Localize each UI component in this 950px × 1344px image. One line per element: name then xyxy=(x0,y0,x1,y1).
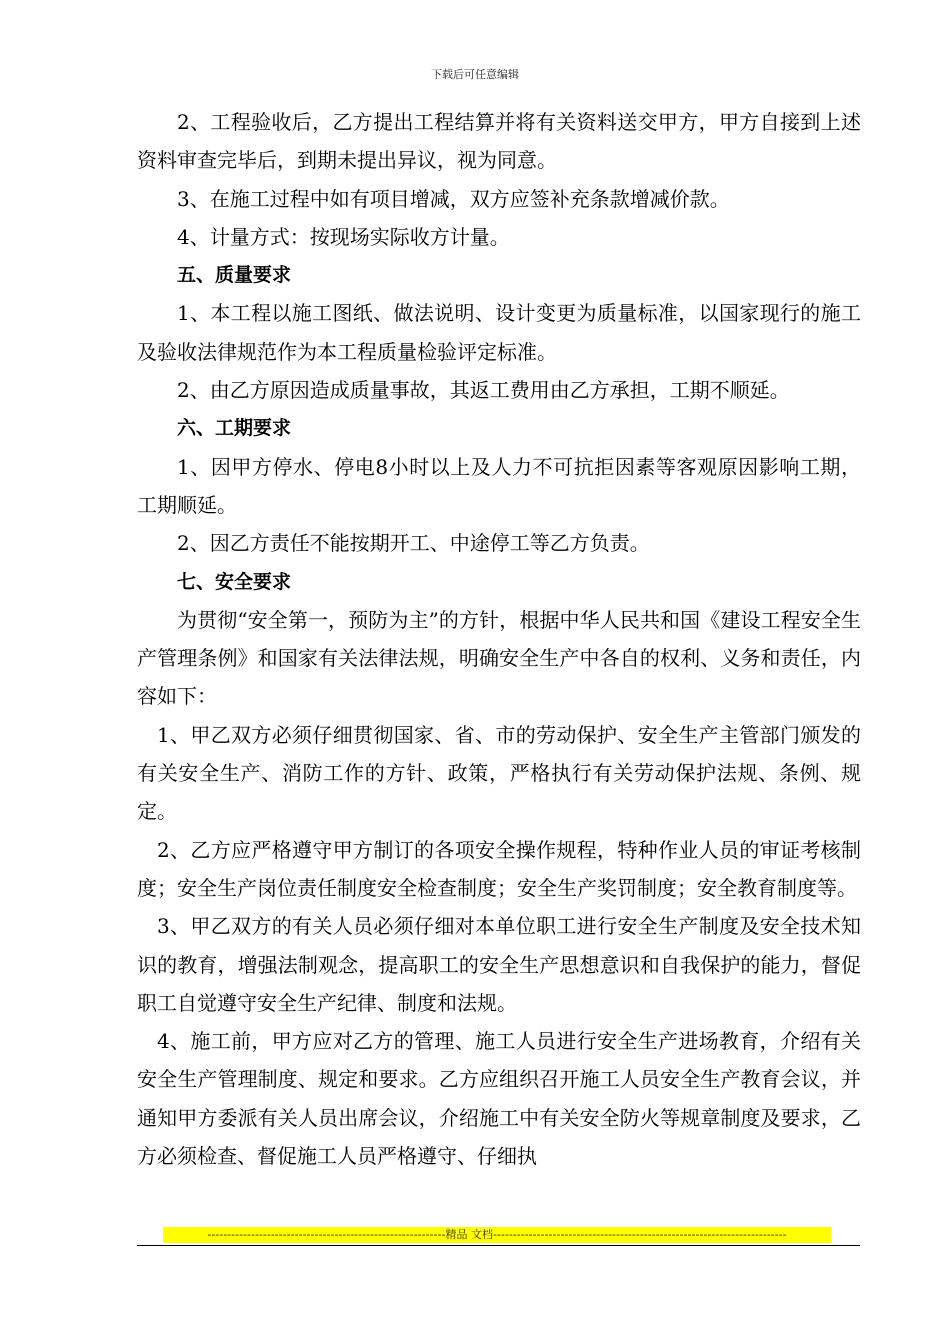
document-body xyxy=(137,103,861,1175)
section-heading: 七、安全要求 xyxy=(177,570,292,593)
paragraph: 2、因乙方责任不能按期开工、中途停工等乙方负责。 xyxy=(177,531,650,556)
header-note: 下载后可任意编辑 xyxy=(431,68,519,81)
paragraph: 4、计量方式：按现场实际收方计量。 xyxy=(177,224,510,249)
footer-banner: ------------------------------------------------------------精品 文档-------------------------------------------------------------------------- xyxy=(163,1227,831,1243)
paragraph: 1、甲乙双方必须仔细贯彻国家、省、市的劳动保护、安全生产主管部门颁发的有关安全生产、消防工作的方针、政策，严格执行有关劳动保护法规、条例、规定。 xyxy=(137,722,861,824)
paragraph: 4、施工前，甲方应对乙方的管理、施工人员进行安全生产进场教育，介绍有关安全生产管理制度、规定和要求。乙方应组织召开施工人员安全生产教育会议，并通知甲方委派有关人员出席会议，介绍施工中有关安全防火等规章制度及要求，乙方必须检查、督促施工人员严格遵守、仔细执 xyxy=(137,1029,861,1169)
section-heading: 五、质量要求 xyxy=(177,264,292,287)
paragraph: 3、甲乙双方的有关人员必须仔细对本单位职工进行安全生产制度及安全技术知识的教育，增强法制观念，提高职工的安全生产思想意识和自我保护的能力，督促职工自觉遵守安全生产纪律、制度和法规。 xyxy=(137,914,861,1015)
section-heading: 六、工期要求 xyxy=(177,417,292,440)
paragraph: 2、由乙方原因造成质量事故，其返工费用由乙方承担，工期不顺延。 xyxy=(177,378,790,403)
paragraph: 2、乙方应严格遵守甲方制订的各项安全操作规程，特种作业人员的审证考核制度；安全生产岗位责任制度安全检查制度；安全生产奖罚制度；安全教育制度等。 xyxy=(137,837,861,900)
footer-divider xyxy=(137,1245,860,1246)
paragraph: 为贯彻“安全第一，预防为主”的方针，根据中华人民共和国《建设工程安全生产管理条例》和国家有关法律法规，明确安全生产中各自的权利、义务和责任，内容如下： xyxy=(137,607,861,709)
paragraph: 2、工程验收后，乙方提出工程结算并将有关资料送交甲方，甲方自接到上述资料审查完毕后，到期未提出异议，视为同意。 xyxy=(137,110,861,173)
paragraph: 1、本工程以施工图纸、做法说明、设计变更为质量标准，以国家现行的施工及验收法律规范作为本工程质量检验评定标准。 xyxy=(137,301,861,364)
paragraph: 1、因甲方停水、停电8小时以上及人力不可抗拒因素等客观原因影响工期，工期顺延。 xyxy=(137,454,861,517)
paragraph: 3、在施工过程中如有项目增减，双方应签补充条款增减价款。 xyxy=(177,186,730,211)
